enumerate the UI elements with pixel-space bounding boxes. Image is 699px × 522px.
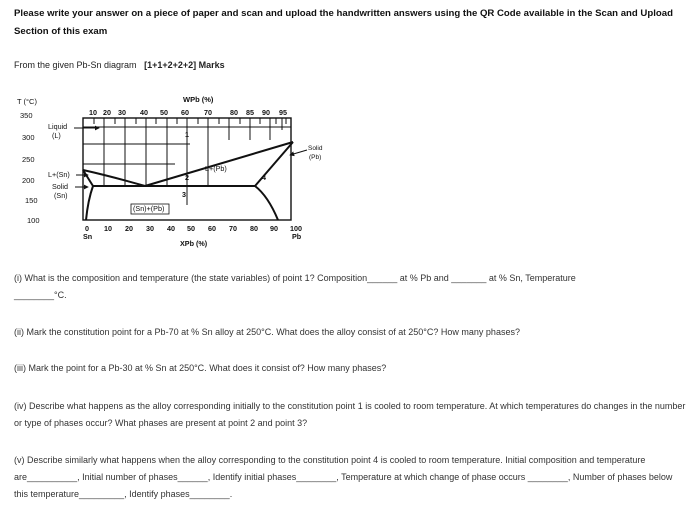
- point-3: 3: [182, 190, 186, 199]
- y-axis-label: T (°C): [17, 97, 37, 106]
- region-solid-sn: Solid: [52, 182, 68, 191]
- q5-text-d: , Temperature at which change of phase occurs: [336, 472, 526, 482]
- bottom-right-label: Pb: [292, 232, 302, 241]
- initial-phases-blank[interactable]: ________: [296, 472, 337, 482]
- y-tick: 300: [22, 133, 35, 142]
- q5-text-a: (v) Describe similarly what happens when the alloy corresponding to the constitution point 4 is cooled to room temperature. Initial composition and temperature are: [14, 455, 646, 482]
- top-tick: 20: [103, 108, 111, 117]
- y-tick: 150: [25, 196, 38, 205]
- temperature-blank[interactable]: ________: [14, 290, 55, 300]
- bottom-tick: 40: [167, 224, 175, 233]
- region-solid-pb: Solid: [308, 145, 323, 152]
- y-tick: 100: [27, 216, 40, 225]
- bottom-tick: 90: [270, 224, 278, 233]
- q5-text-g: .: [229, 489, 233, 499]
- top-tick: 50: [160, 108, 168, 117]
- question-3: (iii) Mark the point for a Pb-30 at % Sn at 250°C. What does it consist of? How many phases?: [14, 363, 387, 373]
- region-liquid: Liquid: [48, 122, 68, 131]
- intro-text: From the given Pb-Sn diagram: [14, 60, 137, 70]
- bottom-tick: 30: [146, 224, 154, 233]
- region-l-pb: L+(Pb): [205, 164, 227, 173]
- bottom-tick: 20: [125, 224, 133, 233]
- question-intro: [14, 60, 225, 70]
- initial-phases-count-blank[interactable]: ______: [177, 472, 208, 482]
- bottom-tick: 50: [187, 224, 195, 233]
- q5-text-b: , Initial number of phases: [77, 472, 178, 482]
- point-2: 2: [185, 173, 189, 182]
- top-tick: 60: [181, 108, 189, 117]
- region-l-sn: L+(Sn): [48, 170, 70, 179]
- bottom-tick: 70: [229, 224, 237, 233]
- composition-pb-blank[interactable]: ______: [367, 273, 398, 283]
- phase-change-temperature-blank[interactable]: ________: [527, 472, 568, 482]
- region-liquid-symbol: (L): [52, 131, 61, 140]
- bottom-tick: 100: [290, 224, 302, 233]
- q1-text-a: (i) What is the composition and temperature (the state variables) of point 1? Composition: [14, 273, 368, 283]
- region-solid-sn-symbol: (Sn): [54, 191, 68, 200]
- point-1: 1: [185, 130, 189, 139]
- top-tick: 85: [246, 108, 254, 117]
- top-tick: 70: [204, 108, 212, 117]
- top-axis-label: WPb (%): [183, 95, 214, 104]
- region-solid-pb-symbol: (Pb): [309, 154, 322, 161]
- top-tick: 10: [89, 108, 97, 117]
- y-tick: 250: [22, 155, 35, 164]
- q5-text-f: , Identify phases: [124, 489, 190, 499]
- region-two-phase: (Sn)+(Pb): [133, 204, 165, 213]
- question-2: (ii) Mark the constitution point for a Pb-70 at % Sn alloy at 250°C. What does the alloy consist of at 250°C? How many phases?: [14, 327, 520, 337]
- bottom-tick: 80: [250, 224, 258, 233]
- top-tick: 95: [279, 108, 287, 117]
- exam-instructions: Please write your answer on a piece of paper and scan and upload the handwritten answers using the QR Code available in the Scan and Upload Section of this exam: [14, 8, 673, 37]
- bottom-axis-label: XPb (%): [180, 239, 208, 248]
- phases-below-count-blank[interactable]: _________: [79, 489, 125, 499]
- initial-composition-blank[interactable]: __________: [27, 472, 78, 482]
- bottom-tick: 60: [208, 224, 216, 233]
- q5-text-e: , Number of phases below this temperature: [14, 472, 673, 499]
- pb-sn-phase-diagram: [0, 88, 340, 258]
- point-4: 4: [262, 173, 266, 182]
- top-tick: 40: [140, 108, 148, 117]
- q5-text-c: , Identify initial phases: [207, 472, 297, 482]
- top-tick: 80: [230, 108, 238, 117]
- bottom-tick: 10: [104, 224, 112, 233]
- y-tick: 350: [20, 111, 33, 120]
- composition-sn-blank[interactable]: _______: [451, 273, 487, 283]
- question-4: (iv) Describe what happens as the alloy corresponding initially to the constitution point 1 is cooled to room temperature. At which temperatures do changes in the number or type of phases occur? What phases are present at point 2 and point 3?: [14, 401, 686, 428]
- marks-label: [1+1+2+2+2] Marks: [144, 60, 225, 70]
- y-tick: 200: [22, 176, 35, 185]
- q1-text-d: °C.: [54, 290, 67, 300]
- top-tick: 30: [118, 108, 126, 117]
- q1-text-b: at % Pb and: [399, 273, 449, 283]
- phases-below-blank[interactable]: ________: [189, 489, 230, 499]
- bottom-tick: 0: [85, 224, 89, 233]
- q1-text-c: at % Sn, Temperature: [488, 273, 576, 283]
- question-1: [14, 270, 686, 304]
- top-tick: 90: [262, 108, 270, 117]
- bottom-left-label: Sn: [83, 232, 93, 241]
- question-5: [14, 452, 686, 503]
